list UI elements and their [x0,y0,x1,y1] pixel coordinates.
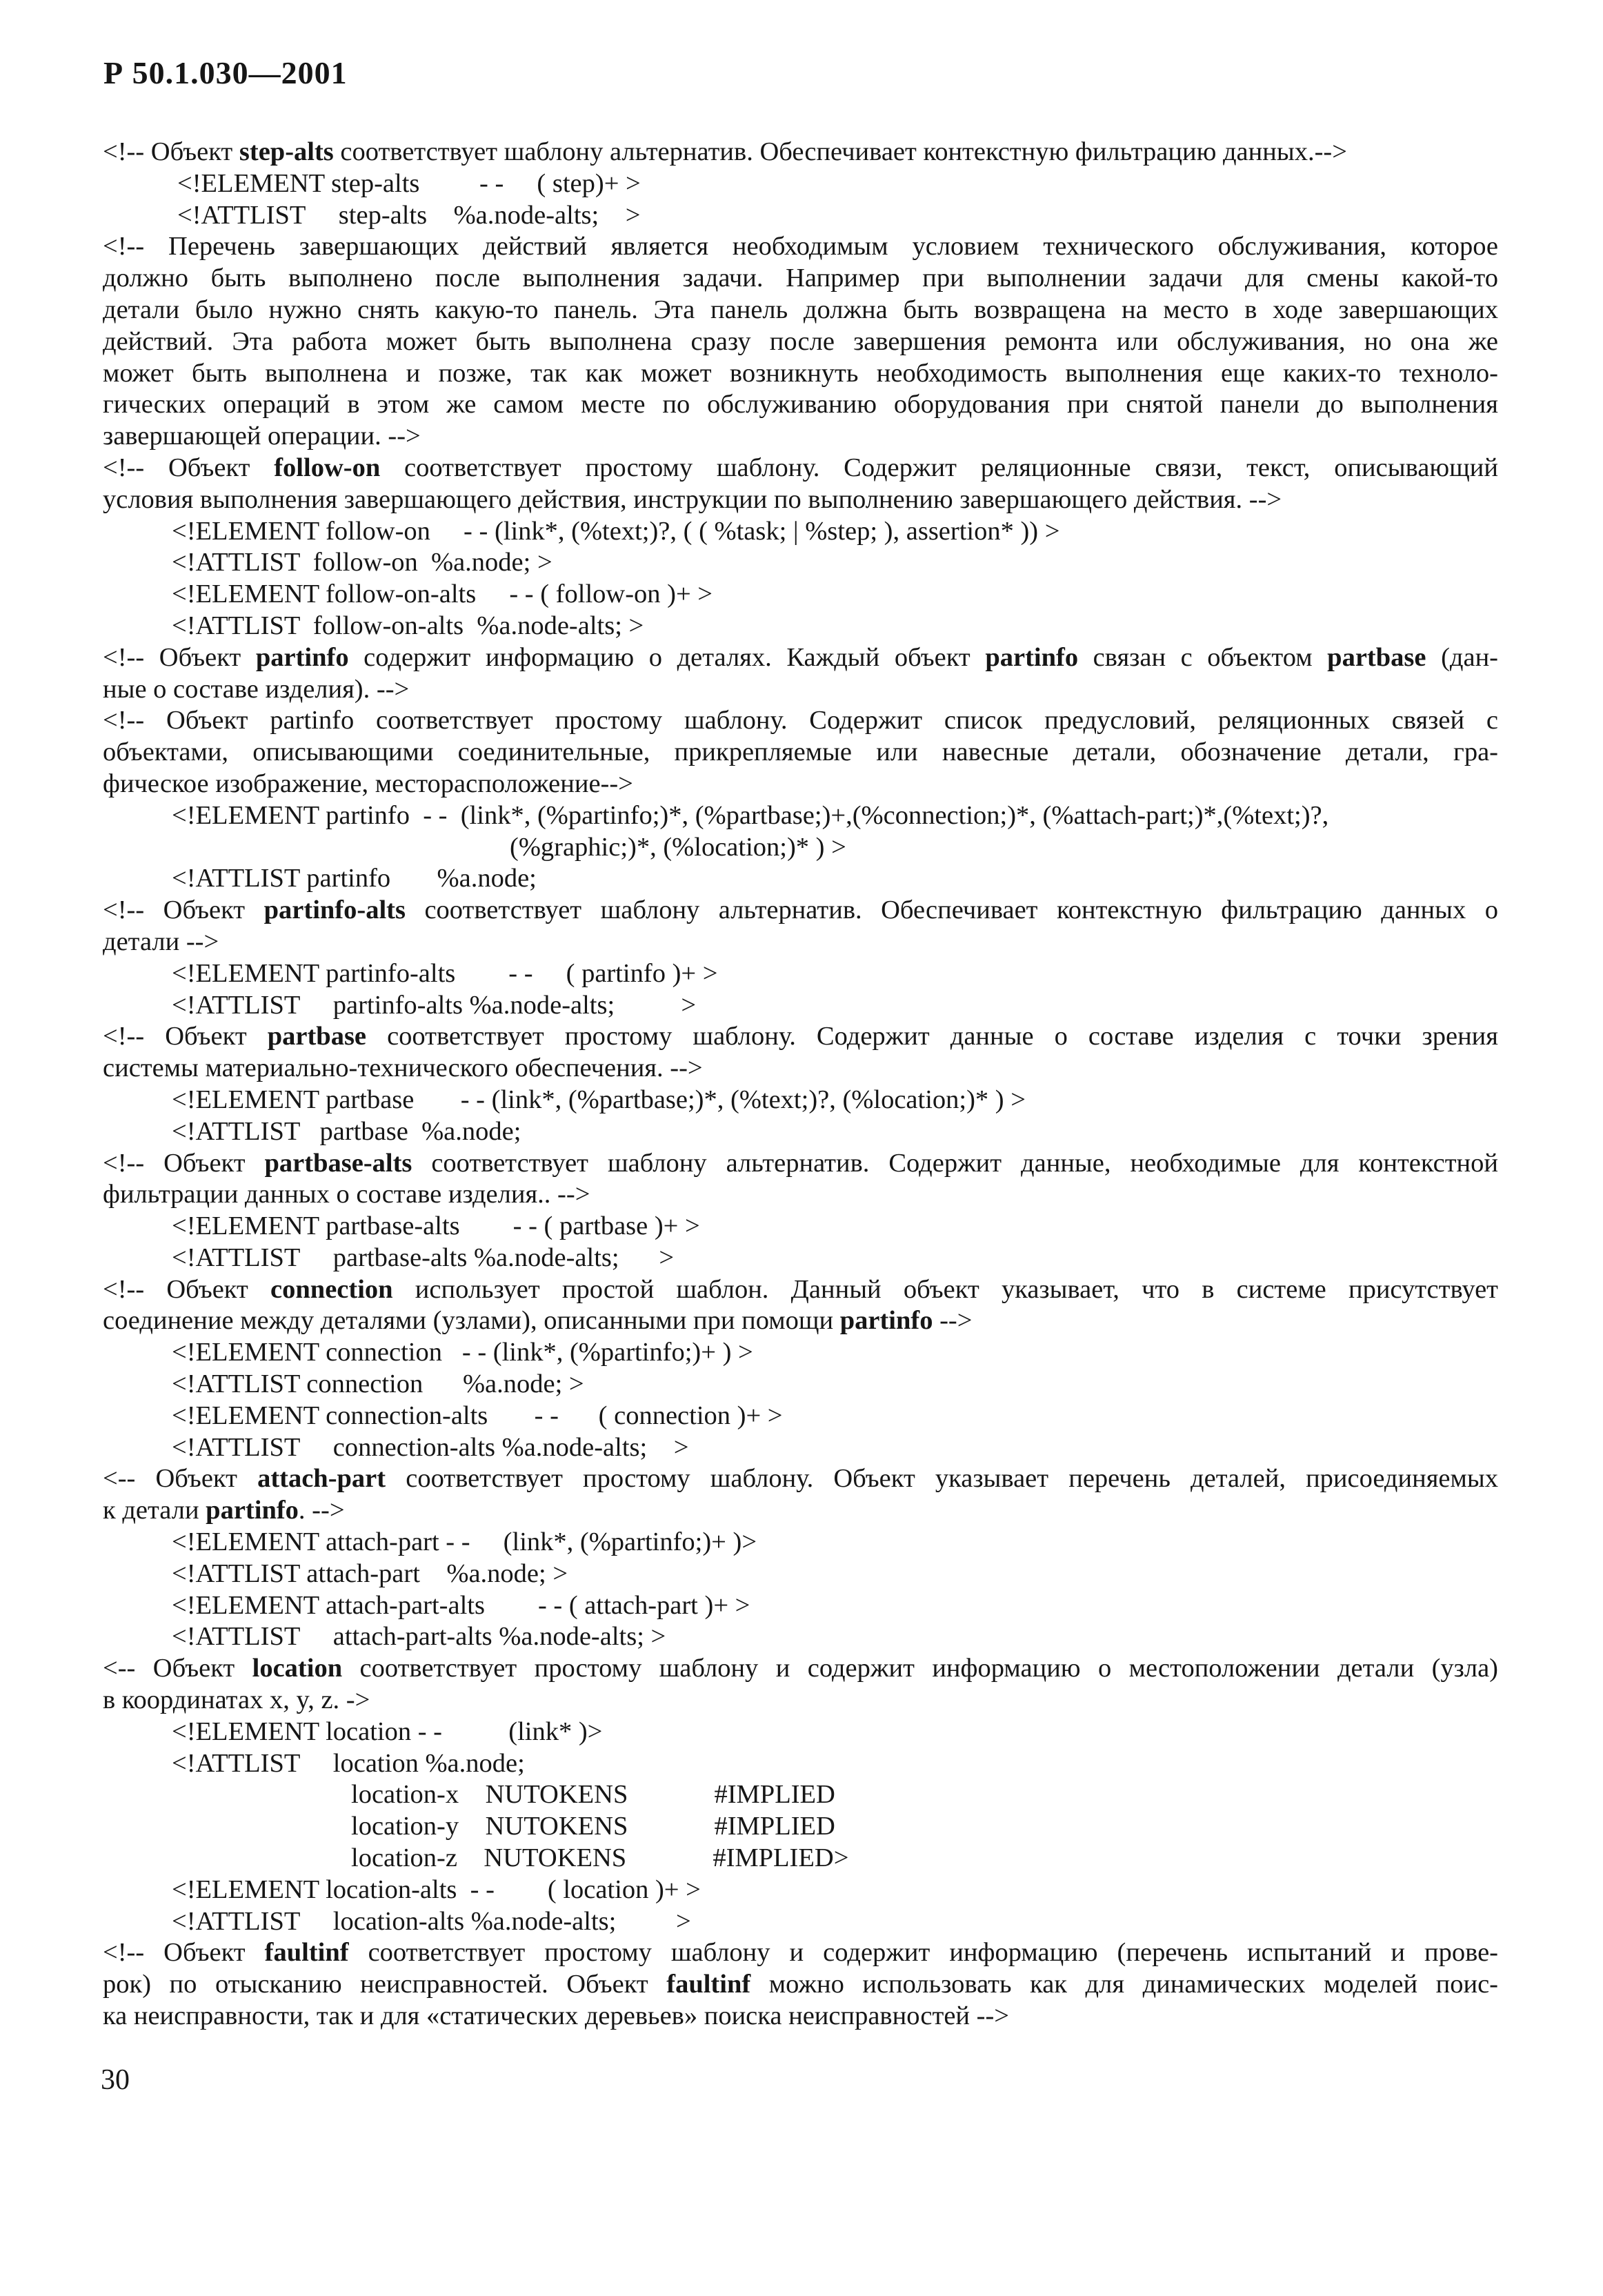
text-segment: <!ELEMENT location-alts - - ( location )+ > [172,1874,701,1904]
text-segment: <!ATTLIST attach-part-alts %a.node-alts; > [172,1622,666,1652]
text-segment: использует простой шаблон. Данный объект указывает, что в системе присутствует [392,1274,1498,1304]
text-line [103,1716,1498,1748]
text-segment: соответствует простому шаблону и содержит информацию (перечень испытаний и прове- [348,1938,1498,1968]
text-segment: <!ELEMENT partinfo-alts - - ( partinfo )+ > [172,958,718,988]
element-name: partinfo [206,1496,299,1525]
text-line [103,832,1498,864]
text-segment: (дан- [1426,642,1498,672]
page-number: 30 [101,2064,130,2096]
text-segment: <!-- Объект partinfo соответствует простому шаблону. Содержит список предусловий, реляционных связей с [103,706,1498,735]
text-segment: <!ATTLIST partbase %a.node; [172,1116,521,1146]
text-segment: <!ELEMENT follow-on-alts - - ( follow-on )+ > [172,580,713,609]
element-name: partbase [267,1022,367,1051]
text-line [103,1843,1498,1874]
text-segment: связан с объектом [1078,642,1328,672]
text-segment: фическое изображение, месторасположение--> [103,769,633,798]
text-line [103,1337,1498,1369]
text-segment: <!ELEMENT follow-on - - (link*, (%text;)?, ( ( %task; | %step; ), assertion* )) > [172,516,1060,546]
text-segment: соответствует простому шаблону и содержит информацию о местоположении детали (узла) [342,1654,1498,1683]
text-line [103,611,1498,642]
text-segment: <!ATTLIST follow-on-alts %a.node-alts; > [172,611,644,640]
text-line [103,1021,1498,1053]
text-line [103,389,1498,421]
text-segment: рок) по отысканию неисправностей. Объект [103,1970,667,1999]
text-line [103,1085,1498,1116]
text-segment: соответствует простому шаблону. Содержит реляционные связи, текст, описывающий [380,453,1498,482]
text-segment: <-- Объект [103,1654,252,1683]
element-name: step-alts [239,137,334,166]
text-line [103,1811,1498,1843]
text-line [103,990,1498,1022]
text-segment: <!-- Перечень завершающих действий является необходимым условием технического обслуживания, которое [103,232,1498,261]
text-line [103,958,1498,990]
text-segment: <!-- Объект [103,642,256,672]
element-name: partbase [1327,642,1426,672]
text-line [103,1685,1498,1716]
document-body [103,137,1498,2032]
text-segment: детали было нужно снять какую-то панель. Эта панель должна быть возвращена на место в ходе завершающих [103,295,1498,324]
text-line [103,1116,1498,1148]
text-segment: соответствует шаблону альтернатив. Обеспечивает контекстную фильтрацию данных о [405,895,1498,925]
text-line [103,137,1498,168]
text-segment: ка неисправности, так и для «статических деревьев» поиска неисправностей --> [103,2001,1010,2031]
text-segment: <!ATTLIST connection-alts %a.node-alts; > [172,1432,689,1462]
text-segment: ные о составе изделия). --> [103,674,410,704]
element-name: partinfo [985,642,1079,672]
text-segment: соответствует шаблону альтернатив. Содержит данные, необходимые для контекстной [412,1148,1498,1178]
text-segment: . --> [298,1496,345,1525]
text-line [103,1937,1498,1969]
element-name: location [252,1654,343,1683]
text-line [103,579,1498,611]
text-segment: <!ATTLIST location-alts %a.node-alts; > [172,1906,691,1936]
text-line [103,863,1498,895]
text-segment: в координатах x, y, z. -> [103,1685,370,1715]
text-line [103,547,1498,579]
text-line [103,1906,1498,1938]
text-line [103,200,1498,232]
text-line [103,1558,1498,1590]
text-segment: <!ELEMENT partinfo - - (link*, (%partinfo;)*, (%partbase;)+,(%connection;)*, (%attach-part;)*,(%text;)?, [172,800,1329,830]
text-segment: <!-- Объект [103,1274,271,1304]
text-segment: <!ELEMENT connection-alts - - ( connection )+ > [172,1401,783,1430]
text-segment: location-z NUTOKENS #IMPLIED> [351,1843,849,1873]
text-line [103,642,1498,674]
text-line [103,231,1498,263]
text-line [103,1369,1498,1401]
text-line [103,1211,1498,1243]
text-segment: <!-- Объект [103,1938,265,1968]
text-line [103,326,1498,358]
text-segment: location-y NUTOKENS #IMPLIED [351,1812,835,1841]
text-line [103,263,1498,295]
element-name: attach-part [257,1464,386,1494]
text-line [103,1305,1498,1337]
text-segment: <!-- Объект [103,453,275,482]
text-segment: системы материально-технического обеспечения. --> [103,1053,703,1083]
text-segment: должно быть выполнено после выполнения задачи. Например при выполнении задачи для смены какой-то [103,264,1498,293]
text-segment: (%graphic;)*, (%location;)* ) > [510,832,846,862]
text-line [103,484,1498,516]
text-line [103,516,1498,548]
text-line [103,1874,1498,1906]
text-line [103,927,1498,958]
document-number-header: Р 50.1.030—2001 [103,55,348,90]
text-line [103,1621,1498,1653]
element-name: partinfo [839,1306,933,1336]
text-segment: <!ELEMENT connection - - (link*, (%partinfo;)+ ) > [172,1338,753,1367]
text-segment: соответствует простому шаблону. Объект указывает перечень деталей, присоединяемых [386,1464,1498,1494]
text-segment: <!ELEMENT attach-part - - (link*, (%partinfo;)+ )> [172,1527,757,1557]
text-segment: завершающей операции. --> [103,422,421,451]
text-line [103,895,1498,927]
text-line [103,1779,1498,1811]
text-line [103,769,1498,800]
element-name: partbase-alts [264,1148,412,1178]
text-line [103,705,1498,737]
text-segment: location-x NUTOKENS #IMPLIED [351,1780,835,1810]
text-line [103,358,1498,390]
text-line [103,1179,1498,1211]
text-segment: <!ATTLIST follow-on %a.node; > [172,548,552,577]
text-segment: к детали [103,1496,206,1525]
text-line [103,800,1498,832]
text-segment: соответствует шаблону альтернатив. Обеспечивает контекстную фильтрацию данных.--> [333,137,1347,166]
text-segment: <!ATTLIST partbase-alts %a.node-alts; > [172,1243,675,1272]
text-segment: соответствует простому шаблону. Содержит данные о составе изделия с точки зрения [366,1022,1498,1051]
text-line [103,1495,1498,1527]
text-segment: <!ELEMENT partbase - - (link*, (%partbase;)*, (%text;)?, (%location;)* ) > [172,1085,1026,1114]
text-line [103,1243,1498,1274]
text-segment: <!-- Объект [103,1148,265,1178]
element-name: connection [270,1274,393,1304]
text-segment: действий. Эта работа может быть выполнена сразу после завершения ремонта или обслуживания, но она же [103,326,1498,356]
text-segment: <!-- Объект [103,1022,268,1051]
text-segment: <!ATTLIST connection %a.node; > [172,1369,584,1399]
text-segment: <!-- Объект [103,137,239,166]
text-line [103,1401,1498,1432]
text-segment: может быть выполнена и позже, так как может возникнуть необходимость выполнения еще каких-то техноло- [103,358,1498,388]
text-line [103,1463,1498,1495]
element-name: partinfo-alts [263,895,406,925]
element-name: follow-on [274,453,381,482]
text-segment: <!ATTLIST step-alts %a.node-alts; > [177,200,641,230]
text-line [103,1969,1498,2001]
text-segment: фильтрации данных о составе изделия.. --> [103,1180,590,1209]
text-line [103,674,1498,706]
text-segment: <!ELEMENT location - - (link* )> [172,1716,603,1746]
text-line [103,1053,1498,1085]
text-line [103,1748,1498,1780]
text-segment: соединение между деталями (узлами), описанными при помощи [103,1306,840,1336]
text-line [103,2001,1498,2032]
text-segment: гических операций в этом же самом месте по обслуживанию оборудования при снятой панели до выполнения [103,390,1498,419]
text-line [103,1274,1498,1306]
text-segment: <!ELEMENT partbase-alts - - ( partbase )+ > [172,1211,700,1241]
text-segment: --> [933,1306,973,1336]
text-segment: условия выполнения завершающего действия, инструкции по выполнению завершающего действия. --> [103,484,1282,514]
text-segment: можно использовать как для динамических моделей поис- [750,1970,1498,1999]
text-line [103,1590,1498,1622]
text-line [103,295,1498,326]
text-line [103,1653,1498,1685]
text-segment: <!ELEMENT step-alts - - ( step)+ > [177,168,641,198]
text-segment: <!ELEMENT attach-part-alts - - ( attach-part )+ > [172,1590,750,1620]
text-segment: <!-- Объект [103,895,264,925]
text-line [103,1148,1498,1180]
element-name: partinfo [255,642,349,672]
text-segment: детали --> [103,927,219,956]
text-segment: содержит информацию о деталях. Каждый объект [348,642,986,672]
text-line [103,1527,1498,1558]
text-segment: <!ATTLIST partinfo-alts %a.node-alts; > [172,990,697,1020]
text-segment: объектами, описывающими соединительные, прикрепляемые или навесные детали, обозначение детали, гра- [103,738,1498,767]
text-line [103,453,1498,484]
text-segment: <!ATTLIST location %a.node; [172,1748,525,1778]
text-line [103,737,1498,769]
text-line [103,1432,1498,1464]
text-segment: <!ATTLIST partinfo %a.node; [172,864,537,893]
text-segment: <-- Объект [103,1464,258,1494]
element-name: faultinf [666,1970,751,1999]
text-line [103,421,1498,453]
element-name: faultinf [264,1938,349,1968]
text-line [103,168,1498,200]
text-segment: <!ATTLIST attach-part %a.node; > [172,1558,568,1588]
